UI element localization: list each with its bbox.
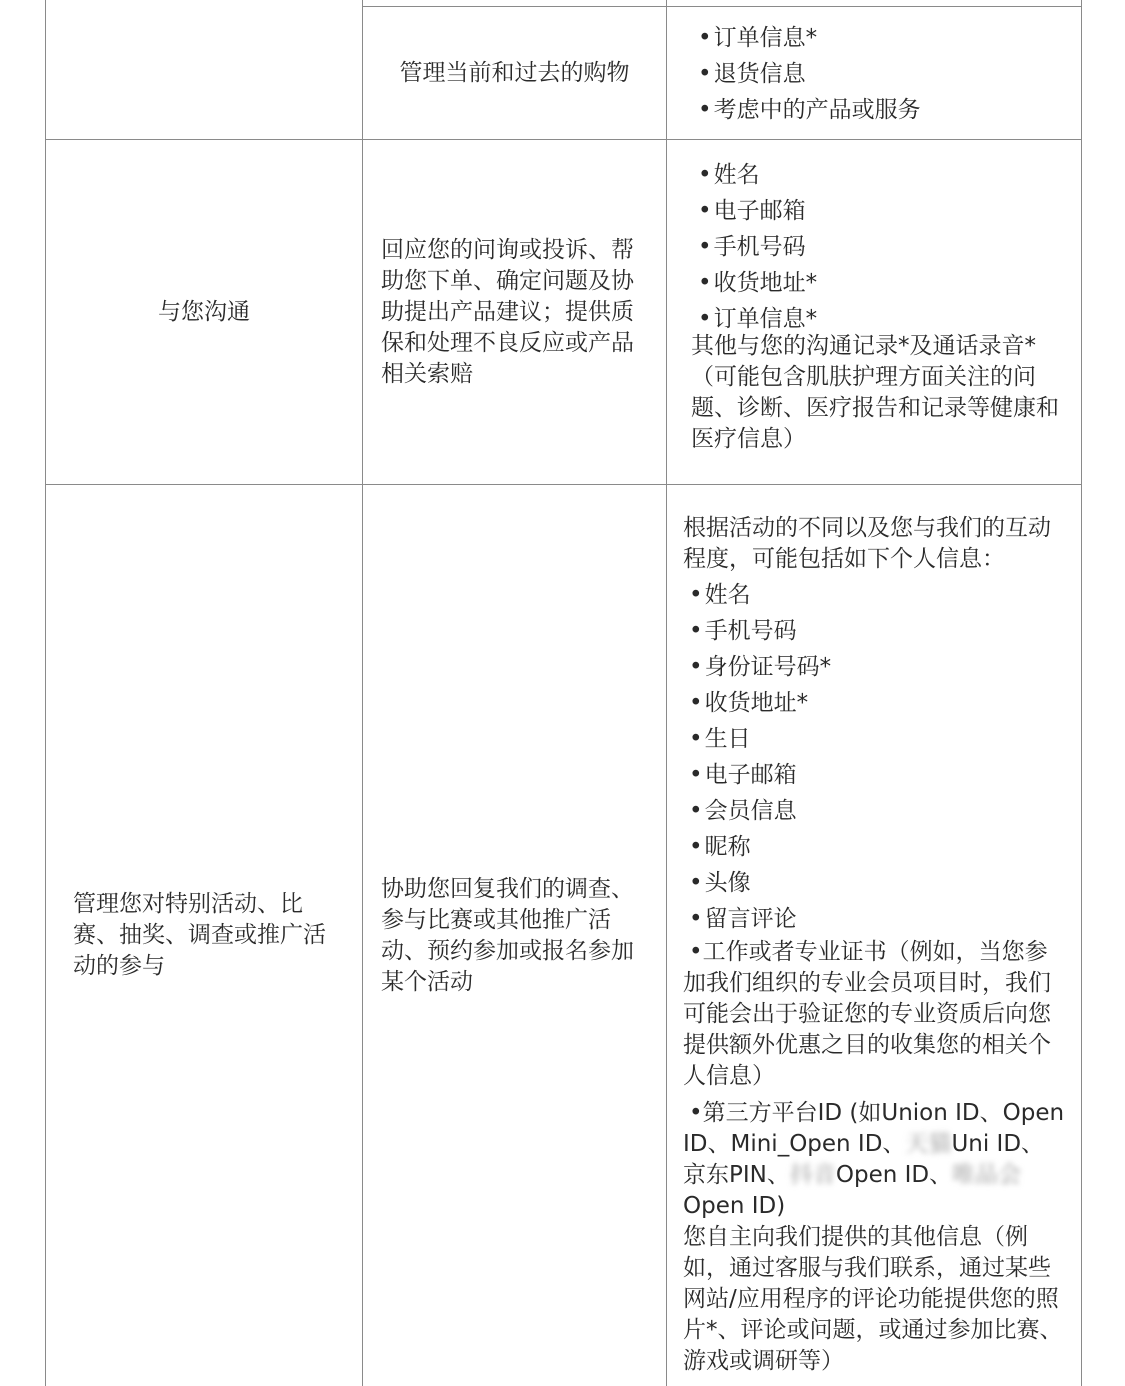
thirdparty-text-a: 第三方平台ID (如Union ID、Open ID、Mini_Open ID、: [683, 1100, 1065, 1157]
thirdparty-text-c: Open ID、: [835, 1162, 953, 1188]
list-item: • 订单信息*: [698, 20, 1068, 56]
list-item: • 姓名: [698, 157, 1063, 193]
row2-info-list: [698, 157, 1063, 337]
list-item: • 电子邮箱: [689, 757, 1067, 793]
list-item: • 头像: [689, 865, 1067, 901]
list-item: • 收货地址*: [698, 265, 1063, 301]
blurred-platform-2: 抖音: [789, 1162, 836, 1188]
row3-usage: 协助您回复我们的调查、参与比赛或其他推广活动、预约参加或报名参加某个活动: [381, 875, 634, 995]
row2-info-note: 其他与您的沟通记录*及通话录音*（可能包含肌肤护理方面关注的问题、诊断、医疗报告和记录等健康和医疗信息）: [691, 333, 1059, 452]
thirdparty-text-d: Open ID): [683, 1193, 786, 1219]
row2-info-cell: [691, 157, 1063, 455]
row3-info-other: 您自主向我们提供的其他信息（例如，通过客服与我们联系，通过某些网站/应用程序的评论功能提供您的照片*、评论或问题，或通过参加比赛、游戏或调研等）: [683, 1224, 1063, 1374]
row2-usage: 回应您的问询或投诉、帮助您下单、确定问题及协助提出产品建议；提供质保和处理不良反应或产品相关索赔: [381, 236, 634, 387]
blurred-platform-1: 天猫: [905, 1131, 952, 1157]
row2-purpose-cell: [46, 140, 362, 484]
table-border-col2: [362, 0, 363, 1386]
list-item: • 订单信息*: [698, 301, 1063, 337]
row3-info-intro: 根据活动的不同以及您与我们的互动程度，可能包括如下个人信息：: [683, 515, 1051, 572]
list-item: • 手机号码: [689, 613, 1067, 649]
row1-usage: 管理当前和过去的购物: [399, 59, 630, 86]
blurred-platform-3: 唯品会: [952, 1162, 1022, 1188]
row3-info-list: [689, 577, 1067, 937]
table-border-right: [1081, 0, 1082, 1386]
row1-info-list: [698, 20, 1068, 128]
list-item: • 退货信息: [698, 56, 1068, 92]
list-item: • 留言评论: [689, 901, 1067, 937]
list-item: • 电子邮箱: [698, 193, 1063, 229]
list-item: • 手机号码: [698, 229, 1063, 265]
list-item: • 会员信息: [689, 793, 1067, 829]
row1-info-cell: [698, 20, 1068, 128]
row3-info-cell: [683, 513, 1067, 1377]
list-item: • 考虑中的产品或服务: [698, 92, 1068, 128]
row3-info-work: •工作或者专业证书（例如，当您参加我们组织的专业会员项目时，我们可能会出于验证您的专业资质后向您提供额外优惠之目的收集您的相关个人信息）: [683, 939, 1051, 1089]
list-item: • 收货地址*: [689, 685, 1067, 721]
row3-purpose: 管理您对特别活动、比赛、抽奖、调查或推广活动的参与: [73, 891, 326, 979]
table-border-col3: [666, 0, 667, 1386]
row2-purpose: 与您沟通: [158, 298, 250, 325]
row2-usage-cell: [381, 140, 649, 484]
row3-usage-cell: [381, 485, 649, 1386]
list-item: • 姓名: [689, 577, 1067, 613]
list-item: • 身份证号码*: [689, 649, 1067, 685]
list-item: • 昵称: [689, 829, 1067, 865]
row3-info-work-text: 工作或者专业证书（例如，当您参加我们组织的专业会员项目时，我们可能会出于验证您的专业资质后向您提供额外优惠之目的收集您的相关个人信息）: [683, 939, 1051, 1089]
row3-purpose-cell: [73, 485, 343, 1386]
row3-info-thirdparty: •第三方平台ID (如Union ID、Open ID、Mini_Open ID、天猫Uni ID、京东PIN、抖音Open ID、唯品会Open ID): [683, 1100, 1065, 1219]
thirdparty-text-b: Uni ID、京东PIN、: [683, 1131, 1045, 1188]
row1-usage-cell: [363, 7, 666, 139]
list-item: • 生日: [689, 721, 1067, 757]
